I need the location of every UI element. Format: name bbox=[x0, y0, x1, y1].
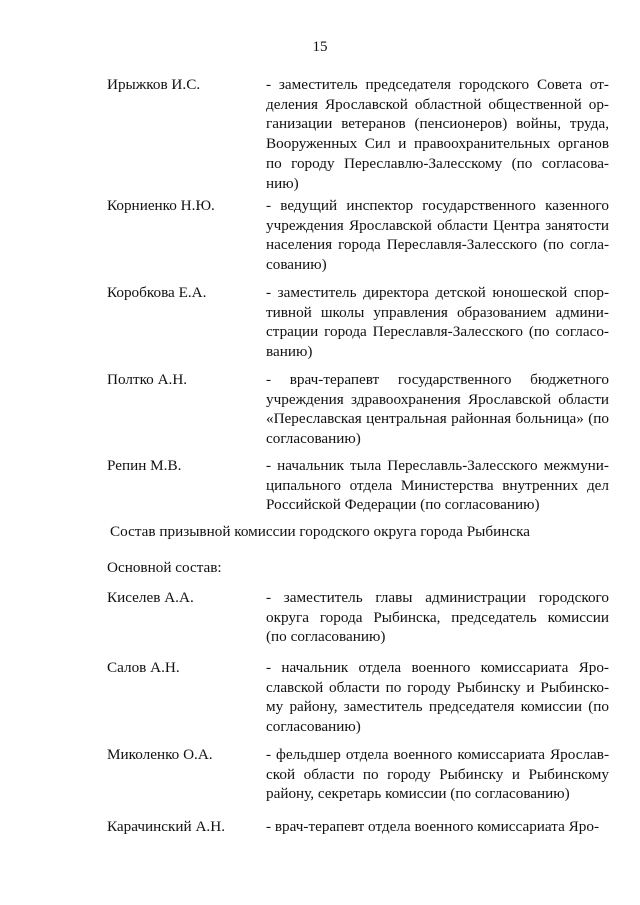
role-line: сованию) bbox=[266, 256, 327, 274]
member-name: Полтко А.Н. bbox=[107, 371, 188, 388]
member-role bbox=[266, 370, 609, 449]
member-role bbox=[266, 196, 609, 275]
role-line: «Переславская центральная районная больница» (по bbox=[266, 410, 609, 428]
role-line: учреждения Ярославской области Центра занятости bbox=[266, 216, 609, 234]
role-line: округа города Рыбинска, председатель комиссии bbox=[266, 608, 609, 626]
member-name: Ирыжков И.С. bbox=[107, 76, 201, 93]
member-role bbox=[266, 75, 609, 193]
role-line: (по согласованию) bbox=[266, 628, 386, 646]
role-line: населения города Переславля-Залесского (по согла- bbox=[266, 236, 609, 254]
role-line: - заместитель главы администрации городского bbox=[266, 589, 609, 606]
role-line: ской области по городу Рыбинску и Рыбинскому bbox=[266, 765, 609, 783]
role-line: по городу Переславлю-Залесскому (по согласова- bbox=[266, 154, 609, 172]
member-name: Салов А.Н. bbox=[107, 659, 180, 676]
role-line: ганизации ветеранов (пенсионеров) войны, труда, bbox=[266, 115, 609, 133]
role-line: согласованию) bbox=[266, 430, 361, 448]
member-role bbox=[266, 658, 609, 737]
member-role bbox=[266, 588, 609, 647]
member-role bbox=[266, 817, 609, 837]
role-line: - врач-терапевт государственного бюджетного bbox=[266, 371, 609, 388]
member-name: Миколенко О.А. bbox=[107, 746, 213, 763]
role-line: - начальник тыла Переславль-Залесского межмуни- bbox=[266, 457, 609, 474]
member-name: Киселев А.А. bbox=[107, 589, 194, 606]
role-line: славской области по городу Рыбинску и Рыбинско- bbox=[266, 678, 609, 696]
subsection-label: Основной состав: bbox=[107, 559, 222, 576]
member-role bbox=[266, 283, 609, 362]
role-line: Российской Федерации (по согласованию) bbox=[266, 496, 540, 514]
page-number: 15 bbox=[312, 39, 328, 55]
role-line: ципального отдела Министерства внутренних дел bbox=[266, 476, 609, 494]
role-line: ванию) bbox=[266, 343, 313, 361]
role-line: тивной школы управления образованием админи- bbox=[266, 303, 609, 321]
role-line: согласованию) bbox=[266, 718, 361, 736]
role-line: - заместитель директора детской юношеской спор- bbox=[266, 284, 609, 301]
member-name: Репин М.В. bbox=[107, 457, 182, 474]
member-name: Карачинский А.Н. bbox=[107, 818, 225, 835]
section-title: Состав призывной комиссии городского округа города Рыбинска bbox=[110, 523, 530, 540]
role-line: - фельдшер отдела военного комиссариата Ярослав- bbox=[266, 746, 609, 763]
member-name: Корниенко Н.Ю. bbox=[107, 197, 215, 214]
member-role bbox=[266, 745, 609, 804]
role-line: - врач-терапевт отдела военного комиссариата Яро- bbox=[266, 818, 600, 835]
role-line: - ведущий инспектор государственного казенного bbox=[266, 197, 609, 214]
member-name: Коробкова Е.А. bbox=[107, 284, 207, 301]
role-line: нию) bbox=[266, 174, 299, 192]
role-line: - заместитель председателя городского Совета от- bbox=[266, 76, 609, 93]
role-line: учреждения здравоохранения Ярославской области bbox=[266, 390, 609, 408]
role-line: району, секретарь комиссии (по согласованию) bbox=[266, 785, 570, 803]
role-line: - начальник отдела военного комиссариата Яро- bbox=[266, 659, 609, 676]
role-line: му району, заместитель председателя комиссии (по bbox=[266, 698, 609, 716]
role-line: страции города Переславля-Залесского (по согласо- bbox=[266, 323, 609, 341]
member-role bbox=[266, 456, 609, 515]
role-line: деления Ярославской областной общественной ор- bbox=[266, 95, 609, 113]
role-line: Вооруженных Сил и правоохранительных органов bbox=[266, 135, 609, 153]
